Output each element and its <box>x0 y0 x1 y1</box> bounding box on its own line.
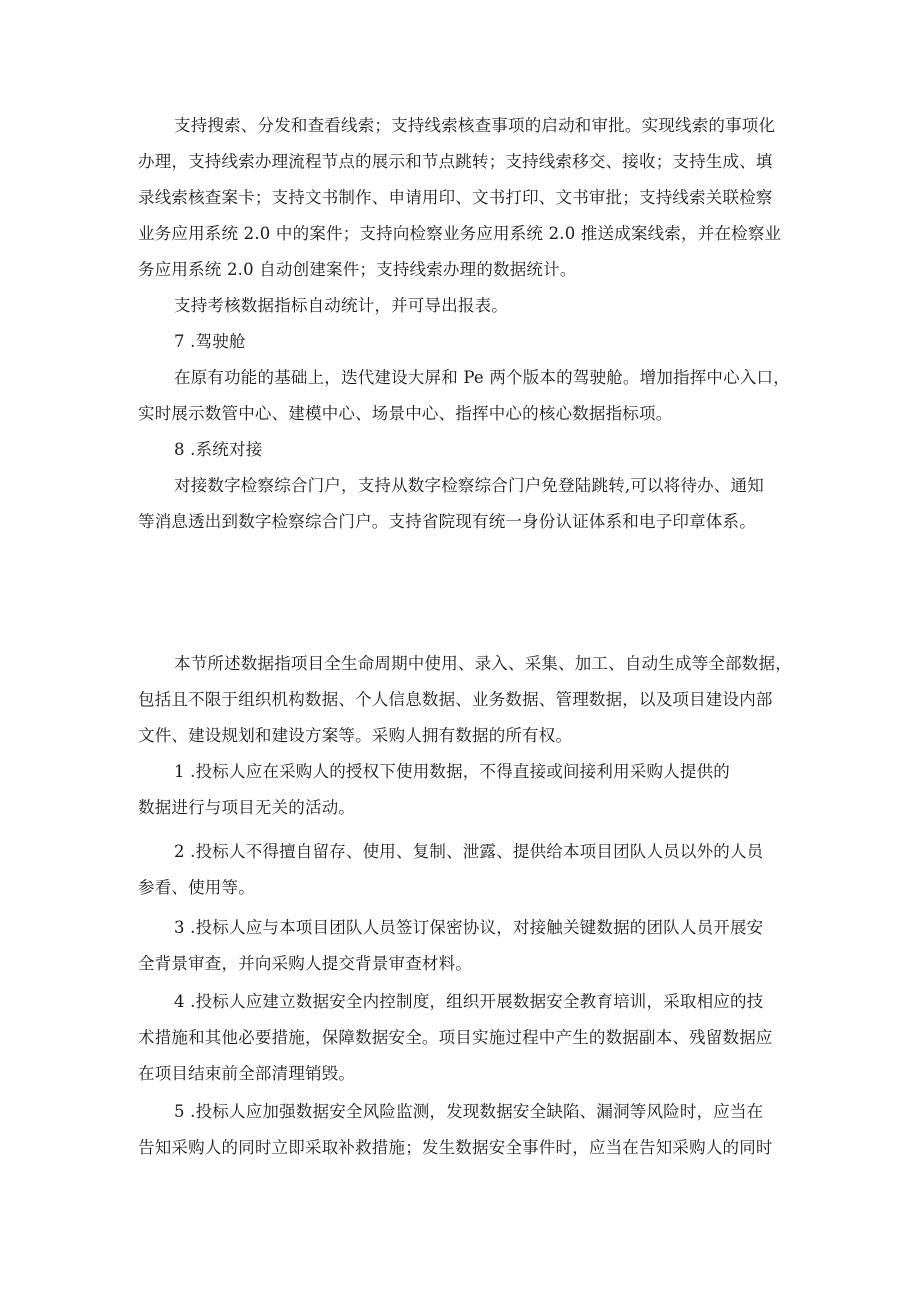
text-line: 务应用系统 2.0 自动创建案件；支持线索办理的数据统计。 <box>138 260 577 279</box>
paragraph-rule-1 <box>138 754 788 826</box>
paragraph-integration <box>138 468 788 540</box>
paragraph-statistics <box>138 288 788 324</box>
paragraph-cockpit <box>138 360 788 432</box>
text-line: 数据进行与项目无关的活动。 <box>138 798 356 817</box>
text-line: 对接数字检察综合门户，支持从数字检察综合门户免登陆跳转,可以将待办、通知 <box>174 476 764 495</box>
section-item-cockpit <box>138 324 788 360</box>
text-line: 5 .投标人应加强数据安全风险监测，发现数据安全缺陷、漏洞等风险时，应当在 <box>174 1102 764 1121</box>
text-line: 7 .驾驶舱 <box>174 332 246 351</box>
text-line: 在原有功能的基础上，迭代建设大屏和 Pe 两个版本的驾驶舱。增加指挥中心入口， <box>174 368 790 387</box>
text-line: 包括且不限于组织机构数据、个人信息数据、业务数据、管理数据，以及项目建设内部 <box>138 690 773 709</box>
text-line: 全背景审查，并向采购人提交背景审查材料。 <box>138 954 472 973</box>
section-item-system-integration <box>138 432 788 468</box>
paragraph-data-scope <box>138 646 792 754</box>
text-line: 4 .投标人应建立数据安全内控制度，组织开展数据安全教育培训，采取相应的技 <box>174 992 764 1011</box>
text-line: 实时展示数管中心、建模中心、场景中心、指挥中心的核心数据指标项。 <box>138 404 673 423</box>
text-line: 告知采购人的同时立即采取补救措施；发生数据安全事件时，应当在告知采购人的同时 <box>138 1138 773 1157</box>
text-line: 支持搜索、分发和查看线索；支持线索核查事项的启动和审批。实现线索的事项化 <box>174 116 776 135</box>
paragraph-rule-3 <box>138 910 788 982</box>
text-line: 术措施和其他必要措施，保障数据安全。项目实施过程中产生的数据副本、残留数据应 <box>138 1028 773 1047</box>
text-line: 3 .投标人应与本项目团队人员签订保密协议，对接触关键数据的团队人员开展安 <box>174 918 764 937</box>
text-line: 1 .投标人应在采购人的授权下使用数据，不得直接或间接利用采购人提供的 <box>174 762 730 781</box>
text-line: 文件、建设规划和建设方案等。采购人拥有数据的所有权。 <box>138 726 573 745</box>
paragraph-clue-features <box>138 108 788 288</box>
text-line: 业务应用系统 2.0 中的案件；支持向检察业务应用系统 2.0 推送成案线索，并在检察业 <box>138 224 782 243</box>
text-line: 等消息透出到数字检察综合门户。支持省院现有统一身份认证体系和电子印章体系。 <box>138 512 756 531</box>
text-line: 2 .投标人不得擅自留存、使用、复制、泄露、提供给本项目团队人员以外的人员 <box>174 842 764 861</box>
paragraph-rule-4 <box>138 984 788 1092</box>
text-line: 办理，支持线索办理流程节点的展示和节点跳转；支持线索移交、接收；支持生成、填 <box>138 152 773 171</box>
text-line: 本节所述数据指项目全生命周期中使用、录入、采集、加工、自动生成等全部数据， <box>174 654 792 673</box>
text-line: 支持考核数据指标自动统计，并可导出报表。 <box>174 296 508 315</box>
text-line: 录线索核查案卡；支持文书制作、申请用印、文书打印、文书审批；支持线索关联检察 <box>138 188 773 207</box>
text-line: 参看、使用等。 <box>138 878 255 897</box>
paragraph-rule-2 <box>138 834 788 906</box>
text-line: 在项目结束前全部清理销毁。 <box>138 1064 356 1083</box>
text-line: 8 .系统对接 <box>174 440 263 459</box>
paragraph-rule-5 <box>138 1094 788 1166</box>
